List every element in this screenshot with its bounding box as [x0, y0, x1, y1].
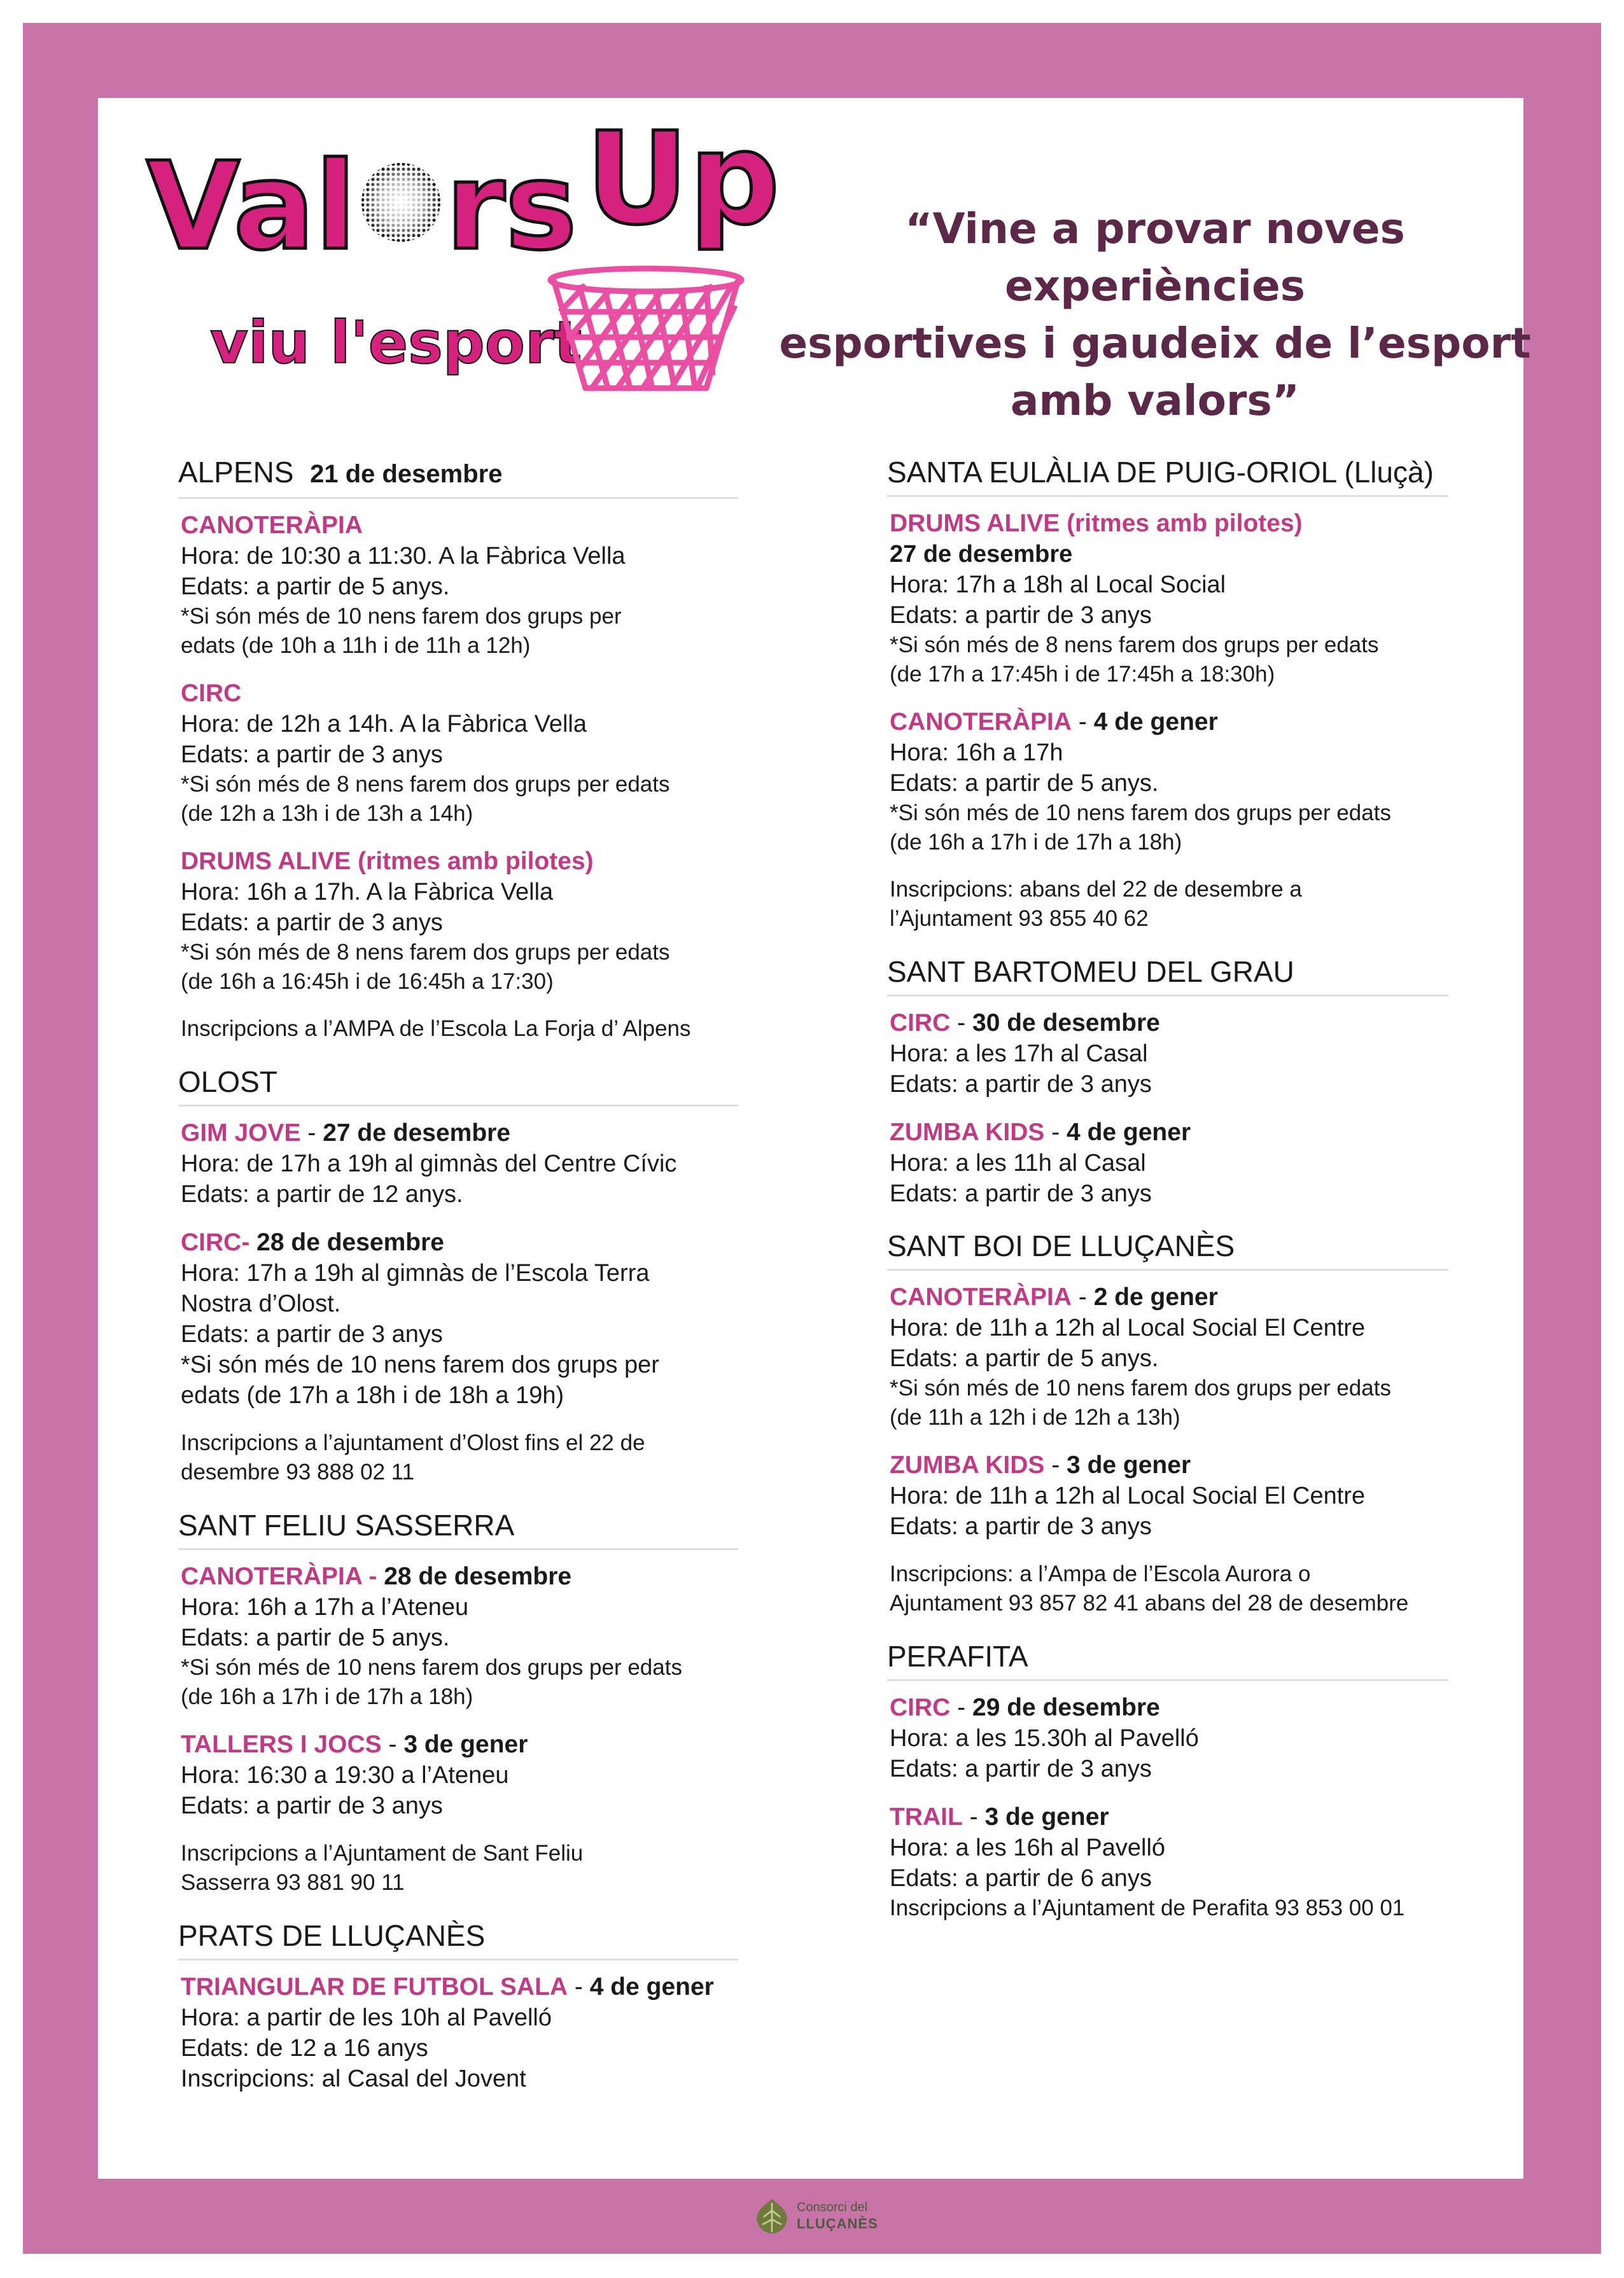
- activity-ages: Edats: a partir de 6 anys: [890, 1865, 1152, 1892]
- activity-circ: [890, 1008, 1448, 1100]
- activity-title: [890, 707, 1448, 737]
- activity-hours: Hora: a les 11h al Casal: [890, 1150, 1146, 1177]
- activity-name: TRAIL: [890, 1803, 963, 1831]
- activity-date: 27 de desembre: [323, 1119, 511, 1147]
- town-heading: [178, 1917, 738, 1960]
- activity-ages: Edats: a partir de 3 anys: [890, 1756, 1152, 1782]
- activity-name: ZUMBA KIDS: [890, 1451, 1045, 1479]
- left-column: [178, 453, 738, 2112]
- activity-note: (de 12h a 13h i de 13h a 14h): [181, 801, 473, 826]
- town-name: OLOST: [178, 1065, 277, 1098]
- town-santa-eulalia: [887, 453, 1448, 933]
- activity-hours: Hora: 17h a 18h al Local Social: [890, 571, 1226, 598]
- activity-note: (de 16h a 16:45h i de 16:45h a 17:30): [181, 969, 554, 994]
- activity-title: [181, 1227, 738, 1258]
- activity-ages: Edats: a partir de 12 anys.: [181, 1181, 463, 1208]
- activity-ages: Edats: a partir de 5 anys.: [181, 1625, 450, 1651]
- town-heading: [178, 1063, 738, 1107]
- activity-note: (de 11h a 12h i de 12h a 13h): [890, 1405, 1180, 1430]
- registration-line: Inscripcions: abans del 22 de desembre a: [890, 877, 1302, 902]
- registration-line: Inscripcions a l’ajuntament d’Olost fins el 22 de: [181, 1430, 645, 1455]
- basketball-net-icon: [550, 269, 741, 388]
- activity-name: TRIANGULAR DE FUTBOL SALA: [181, 1973, 568, 2001]
- halftone-ball-icon: [356, 159, 445, 248]
- separator: -: [950, 1009, 973, 1037]
- activity-date: 30 de desembre: [972, 1009, 1160, 1037]
- activity-hours: Hora: 16h a 17h a l’Ateneu: [181, 1594, 469, 1621]
- activity-date: 4 de gener: [1067, 1119, 1191, 1146]
- activity-ages: Edats: a partir de 3 anys: [181, 909, 443, 936]
- activity-title: DRUMS ALIVE (ritmes amb pilotes): [890, 510, 1303, 537]
- activity-hours: Hora: de 10:30 a 11:30. A la Fàbrica Vella: [181, 543, 626, 570]
- activity-name: CIRC: [890, 1009, 951, 1037]
- activity-date: 28 de desembre: [384, 1563, 572, 1590]
- activity-canoterapia: [181, 1562, 738, 1712]
- town-heading: [178, 1506, 738, 1550]
- activity-circ: [181, 1227, 738, 1411]
- leaf-icon: [752, 2197, 792, 2236]
- activity-note: edats (de 10h a 11h i de 11h a 12h): [181, 633, 531, 658]
- registration-info: [890, 1560, 1448, 1618]
- activity-hours: Hora: a les 16h al Pavelló: [890, 1834, 1166, 1861]
- activity-date: 3 de gener: [984, 1803, 1109, 1831]
- activity-date: 27 de desembre: [890, 541, 1073, 568]
- registration-info: [181, 1429, 738, 1487]
- registration-line: desembre 93 888 02 11: [181, 1460, 415, 1485]
- activity-ages: Edats: de 12 a 16 anys: [181, 2035, 428, 2062]
- activity-ages: Edats: a partir de 3 anys: [890, 602, 1152, 629]
- town-name: SANT BOI DE LLUÇANÈS: [887, 1229, 1235, 1262]
- town-heading: [887, 1227, 1448, 1271]
- activity-hours: Hora: 16h a 17h: [890, 739, 1063, 766]
- activity-ages: Edats: a partir de 5 anys.: [890, 770, 1159, 797]
- activity-note: *Si són més de 10 nens farem dos grups per edats: [890, 800, 1391, 825]
- activity-date: 4 de gener: [1093, 708, 1218, 736]
- activity-ages: Edats: a partir de 3 anys: [181, 1321, 443, 1348]
- activity-canoterapia: [181, 510, 738, 660]
- activity-title: [890, 1693, 1448, 1723]
- activity-note: *Si són més de 8 nens farem dos grups per edats: [890, 632, 1379, 657]
- activity-note: *Si són més de 10 nens farem dos grups per: [181, 1352, 659, 1378]
- activity-date: 28 de desembre: [256, 1229, 444, 1256]
- registration-line: Inscripcions a l’Ajuntament de Sant Feliu: [181, 1841, 584, 1866]
- separator: [377, 1563, 384, 1590]
- activity-title: [181, 1729, 738, 1760]
- activity-circ: [181, 678, 738, 828]
- activity-hours: Hora: a les 15.30h al Pavelló: [890, 1725, 1199, 1752]
- town-heading: [887, 953, 1448, 996]
- consorci-llucanes-logo: [752, 2197, 879, 2241]
- town-sub: (Lluçà): [1336, 456, 1434, 489]
- logo-subtitle: viu l'esport: [210, 309, 582, 377]
- activity-name: GIM JOVE: [181, 1119, 301, 1147]
- registration-line: Sasserra 93 881 90 11: [181, 1870, 405, 1895]
- town-name: SANT FELIU SASSERRA: [178, 1509, 515, 1542]
- activity-hours: Hora: de 17h a 19h al gimnàs del Centre Cívic: [181, 1150, 677, 1177]
- activity-name: CIRC: [890, 1694, 951, 1721]
- activity-canoterapia: [890, 707, 1448, 857]
- activity-title: DRUMS ALIVE (ritmes amb pilotes): [181, 848, 594, 875]
- registration-line: Ajuntament 93 857 82 41 abans del 28 de desembre: [890, 1591, 1409, 1616]
- activity-hours-cont: Nostra d’Olost.: [181, 1290, 341, 1317]
- activity-gim-jove: [181, 1118, 738, 1210]
- activity-drums-alive: [890, 508, 1448, 689]
- activity-hours: Hora: 17h a 19h al gimnàs de l’Escola Terra: [181, 1260, 650, 1287]
- right-column: [887, 453, 1448, 1941]
- registration-info: [181, 1014, 738, 1044]
- activity-title: [890, 1008, 1448, 1038]
- activity-hours: Hora: a partir de les 10h al Pavelló: [181, 2004, 552, 2031]
- separator: -: [1072, 1283, 1094, 1311]
- registration-info: [890, 875, 1448, 933]
- activity-note: (de 17h a 17:45h i de 17:45h a 18:30h): [890, 662, 1275, 687]
- logo-title-val: Val: [146, 136, 356, 277]
- tagline: [764, 200, 1546, 430]
- tagline-line-3: amb valors”: [1010, 376, 1300, 425]
- activity-title: [890, 1282, 1448, 1313]
- activity-title: CIRC: [181, 680, 242, 707]
- activity-circ: [890, 1693, 1448, 1784]
- activity-hours: Hora: 16:30 a 19:30 a l’Ateneu: [181, 1762, 509, 1789]
- activity-title: CANOTERÀPIA: [181, 512, 363, 539]
- separator: -: [300, 1119, 323, 1147]
- activity-zumba-kids: [890, 1450, 1448, 1542]
- activity-note: *Si són més de 10 nens farem dos grups per: [181, 604, 622, 629]
- activity-name: CANOTERÀPIA: [890, 708, 1072, 736]
- town-date: 21 de desembre: [310, 460, 503, 488]
- registration-line: Inscripcions a l’Ajuntament de Perafita 93 853 00 01: [890, 1896, 1405, 1920]
- activity-date: 3 de gener: [1067, 1451, 1191, 1479]
- town-perafita: [887, 1637, 1448, 1923]
- activity-date: 3 de gener: [403, 1731, 528, 1758]
- activity-date: 29 de desembre: [972, 1694, 1160, 1721]
- town-name: SANT BARTOMEU DEL GRAU: [887, 955, 1294, 988]
- valors-up-logo: [146, 105, 780, 414]
- activity-tallers-i-jocs: [181, 1729, 738, 1821]
- activity-note: (de 16h a 17h i de 17h a 18h): [181, 1684, 473, 1709]
- activity-zumba-kids: [890, 1117, 1448, 1209]
- activity-ages: Edats: a partir de 3 anys: [890, 1071, 1152, 1098]
- activity-name: CANOTERÀPIA -: [181, 1563, 377, 1590]
- town-prats-de-llucanes: [178, 1917, 738, 2094]
- activity-name: TALLERS I JOCS: [181, 1731, 382, 1758]
- tagline-line-2: esportives i gaudeix de l’esport: [779, 319, 1531, 368]
- town-heading: [887, 453, 1448, 497]
- activity-name: ZUMBA KIDS: [890, 1119, 1045, 1146]
- town-name: SANTA EULÀLIA DE PUIG-ORIOL: [887, 456, 1336, 489]
- registration-line: Inscripcions a l’AMPA de l’Escola La Forja d’ Alpens: [181, 1016, 691, 1041]
- separator: -: [381, 1731, 404, 1758]
- activity-ages: Edats: a partir de 5 anys.: [890, 1345, 1159, 1372]
- activity-hours: Hora: de 11h a 12h al Local Social El Centre: [890, 1315, 1366, 1341]
- activity-ages: Edats: a partir de 3 anys: [181, 1792, 443, 1819]
- logo-title-rs: rs: [445, 136, 577, 277]
- activity-title: [181, 1562, 738, 1592]
- separator: -: [1072, 708, 1094, 736]
- town-name: ALPENS: [178, 456, 294, 489]
- activity-hours: Hora: de 12h a 14h. A la Fàbrica Vella: [181, 711, 587, 737]
- separator: -: [568, 1973, 590, 2001]
- activity-title: [890, 1802, 1448, 1833]
- activity-triangular-futbol-sala: [181, 1972, 738, 2094]
- town-heading: [178, 453, 738, 499]
- town-sant-bartomeu-del-grau: [887, 953, 1448, 1209]
- town-heading: [887, 1637, 1448, 1681]
- logo-title-up: Up: [585, 105, 780, 253]
- separator: -: [1044, 1451, 1067, 1479]
- activity-hours: Hora: 16h a 17h. A la Fàbrica Vella: [181, 879, 554, 905]
- separator: -: [962, 1803, 985, 1831]
- activity-date: 2 de gener: [1093, 1283, 1218, 1311]
- town-alpens: [178, 453, 738, 1044]
- registration-line: Inscripcions: al Casal del Jovent: [181, 2065, 526, 2092]
- town-sant-boi-de-llucanes: [887, 1227, 1448, 1618]
- activity-title: [890, 1117, 1448, 1148]
- separator: -: [950, 1694, 973, 1721]
- activity-hours: Hora: a les 17h al Casal: [890, 1040, 1148, 1067]
- town-name: PERAFITA: [887, 1640, 1028, 1673]
- registration-line: Inscripcions: a l’Ampa de l’Escola Aurora o: [890, 1562, 1311, 1586]
- activity-title: [890, 1450, 1448, 1481]
- activity-hours: Hora: de 11h a 12h al Local Social El Centre: [890, 1483, 1366, 1509]
- town-name: PRATS DE LLUÇANÈS: [178, 1919, 486, 1952]
- activity-ages: Edats: a partir de 3 anys: [890, 1513, 1152, 1540]
- activity-note: *Si són més de 8 nens farem dos grups per edats: [181, 940, 670, 965]
- footer-line-2: LLUÇANÈS: [797, 2216, 878, 2232]
- registration-info: [181, 1839, 738, 1897]
- activity-drums-alive: [181, 846, 738, 996]
- activity-canoterapia: [890, 1282, 1448, 1432]
- activity-note: *Si són més de 8 nens farem dos grups per edats: [181, 772, 670, 797]
- activity-trail: [890, 1802, 1448, 1923]
- activity-name: CANOTERÀPIA: [890, 1283, 1072, 1311]
- activity-name: CIRC-: [181, 1229, 250, 1256]
- registration-line: l’Ajuntament 93 855 40 62: [890, 906, 1149, 931]
- activity-ages: Edats: a partir de 3 anys: [181, 741, 443, 768]
- activity-title: [181, 1972, 738, 2002]
- activity-ages: Edats: a partir de 3 anys: [890, 1180, 1152, 1207]
- town-sant-feliu-sasserra: [178, 1506, 738, 1897]
- tagline-line-1: “Vine a provar noves experiències: [905, 204, 1405, 311]
- separator: -: [1044, 1119, 1067, 1146]
- separator: [249, 1229, 256, 1256]
- activity-ages: Edats: a partir de 5 anys.: [181, 573, 450, 600]
- footer-line-1: Consorci del: [797, 2200, 868, 2214]
- town-olost: [178, 1063, 738, 1487]
- activity-note: *Si són més de 10 nens farem dos grups per edats: [181, 1655, 682, 1680]
- activity-note: (de 16h a 17h i de 17h a 18h): [890, 830, 1182, 855]
- activity-note: edats (de 17h a 18h i de 18h a 19h): [181, 1382, 564, 1409]
- activity-title: [181, 1118, 738, 1149]
- activity-note: *Si són més de 10 nens farem dos grups per edats: [890, 1376, 1391, 1401]
- activity-date: 4 de gener: [589, 1973, 714, 2001]
